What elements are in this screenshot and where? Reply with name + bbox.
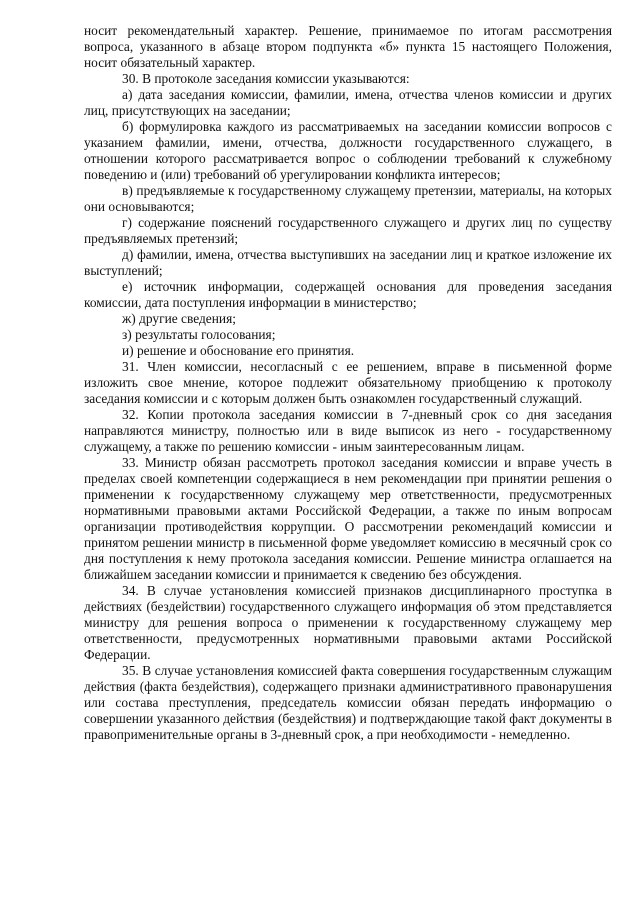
subitem-z: з) результаты голосования;	[122, 327, 276, 342]
document-page	[84, 23, 612, 743]
paragraph-item-30: 30. В протоколе заседания комиссии указываются:	[122, 71, 410, 86]
subitem-g: г) содержание пояснений государственного служащего и других лиц по существу предъявляемых претензий;	[84, 215, 612, 246]
paragraph-continuation: носит рекомендательный характер. Решение, принимаемое по итогам рассмотрения вопроса, указанного в абзаце втором подпункта «б» пункта 15 настоящего Положения, носит обязательный характер.	[84, 23, 612, 70]
subitem-i: и) решение и обоснование его принятия.	[122, 343, 355, 358]
paragraph-item-31: 31. Член комиссии, несогласный с ее решением, вправе в письменной форме изложить свое мнение, которое подлежит обязательному приобщению к протоколу заседания комиссии и с которым должен быть ознакомлен государственный служащий.	[84, 359, 612, 406]
subitem-zh: ж) другие сведения;	[122, 311, 236, 326]
subitem-b: б) формулировка каждого из рассматриваемых на заседании комиссии вопросов с указанием фамилии, имени, отчества, должности государственного служащего, в отношении которого рассматривается вопрос о соблюдении требований к служебному поведению и (или) требований об урегулировании конфликта интересов;	[84, 119, 612, 182]
paragraph-item-32: 32. Копии протокола заседания комиссии в 7-дневный срок со дня заседания направляются министру, полностью или в виде выписок из него - государственному служащему, а также по решению комиссии - иным заинтересованным лицам.	[84, 407, 612, 454]
subitem-d: д) фамилии, имена, отчества выступивших на заседании лиц и краткое изложение их выступлений;	[84, 247, 612, 278]
paragraph-item-34: 34. В случае установления комиссией признаков дисциплинарного проступка в действиях (бездействии) государственного служащего информация об этом представляется министру для решения вопроса о применении к государственному служащему мер ответственности, предусмотренных нормативными правовыми актами Российской Федерации.	[84, 583, 612, 662]
subitem-e: е) источник информации, содержащей основания для проведения заседания комиссии, дата поступления информации в министерство;	[84, 279, 612, 310]
paragraph-item-33: 33. Министр обязан рассмотреть протокол заседания комиссии и вправе учесть в пределах своей компетенции содержащиеся в нем рекомендации при принятии решения о применении к государственному служащему мер ответственности, предусмотренных нормативными правовыми актами Российской Федерации, а также по иным вопросам организации противодействия коррупции. О рассмотрении рекомендаций комиссии и принятом решении министр в письменной форме уведомляет комиссию в месячный срок со дня поступления к нему протокола заседания комиссии. Решение министра оглашается на ближайшем заседании комиссии и принимается к сведению без обсуждения.	[84, 455, 612, 582]
subitem-a: а) дата заседания комиссии, фамилии, имена, отчества членов комиссии и других лиц, присутствующих на заседании;	[84, 87, 612, 118]
subitem-v: в) предъявляемые к государственному служащему претензии, материалы, на которых они основываются;	[84, 183, 612, 214]
paragraph-item-35: 35. В случае установления комиссией факта совершения государственным служащим действия (факта бездействия), содержащего признаки административного правонарушения или состава преступления, председатель комиссии обязан передать информацию о совершении указанного действия (бездействия) и подтверждающие такой факт документы в правоприменительные органы в 3-дневный срок, а при необходимости - немедленно.	[84, 663, 612, 742]
